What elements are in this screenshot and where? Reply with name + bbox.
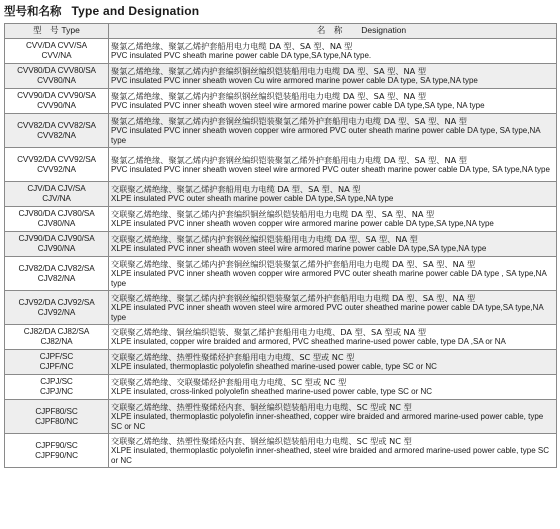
page-title bbox=[4, 3, 199, 19]
table-header-row bbox=[5, 24, 557, 39]
type-cell: CJV/DA CJV/SA CJV/NA bbox=[5, 182, 109, 207]
table-row bbox=[5, 64, 557, 89]
header-designation-zh: 名 称 bbox=[316, 26, 343, 36]
table-row bbox=[5, 434, 557, 468]
type-cell: CVV80/DA CVV80/SA CVV80/NA bbox=[5, 64, 109, 89]
type-cell: CJPF/SC CJPF/NC bbox=[5, 350, 109, 375]
table-row bbox=[5, 207, 557, 232]
table-row bbox=[5, 257, 557, 291]
designation-cell: 交联聚乙烯绝缘、聚氯乙烯内护套铜丝编织铠装聚氯乙烯外护套船用电力电缆 DA 型、SA 型、NA 型 XLPE insulated PVC inner sheath woven copper wire armored PVC outer sheath marine power cable DA type , SA type,NA type bbox=[109, 257, 557, 291]
table-row bbox=[5, 114, 557, 148]
type-cell: CJV80/DA CJV80/SA CJV80/NA bbox=[5, 207, 109, 232]
designation-cell: 聚氯乙烯绝缘、聚氯乙烯内护套编织钢丝编织铠装船用电力电缆 DA 型、SA 型、NA 型 PVC insulated PVC inner sheath woven steel wire armored marine power cable DA type,SA type, NA type bbox=[109, 89, 557, 114]
table-row bbox=[5, 291, 557, 325]
table-row bbox=[5, 325, 557, 350]
type-cell: CJV90/DA CJV90/SA CJV90/NA bbox=[5, 232, 109, 257]
designation-cell: 聚氯乙烯绝缘、聚氯乙烯内护套编织铜丝编织铠装船用电力电缆 DA 型、SA 型、NA 型 PVC insulated PVC inner sheath woven Cu wire armored marine power cable DA type, SA type,NA type bbox=[109, 64, 557, 89]
type-cell: CVV82/DA CVV82/SA CVV82/NA bbox=[5, 114, 109, 148]
designation-cell: 交联聚乙烯绝缘、聚氯乙烯内护套钢丝编织铠装聚氯乙烯外护套船用电力电缆 DA 型、SA 型、NA 型 XLPE insulated PVC inner sheath woven steel wire armored PVC outer sheathed marine power cable DA type,SA type,NA type bbox=[109, 291, 557, 325]
type-cell: CJV92/DA CJV92/SA CJV92/NA bbox=[5, 291, 109, 325]
type-cell: CVV90/DA CVV90/SA CVV90/NA bbox=[5, 89, 109, 114]
title-zh: 型号和名称 bbox=[4, 4, 62, 18]
table-row bbox=[5, 350, 557, 375]
header-type bbox=[5, 24, 109, 39]
type-cell: CVV92/DA CVV92/SA CVV92/NA bbox=[5, 148, 109, 182]
designation-cell: 交联聚乙烯绝缘、交联聚烯烃护套船用电力电缆、SC 型或 NC 型 XLPE insulated, cross-linked polyolefin sheathed marine-used power cable, type SC or NC bbox=[109, 375, 557, 400]
title-en: Type and Designation bbox=[71, 4, 200, 18]
table-row bbox=[5, 148, 557, 182]
type-cell: CVV/DA CVV/SA CVV/NA bbox=[5, 39, 109, 64]
type-cell: CJPF80/SC CJPF80/NC bbox=[5, 400, 109, 434]
type-cell: CJ82/DA CJ82/SA CJ82/NA bbox=[5, 325, 109, 350]
designation-cell: 聚氯乙烯绝缘、聚氯乙烯护套船用电力电缆 DA 型、SA 型、NA 型 PVC insulated PVC sheath marine power cable DA type,SA type,NA type. bbox=[109, 39, 557, 64]
designation-cell: 交联聚乙烯绝缘、聚氯乙烯内护套钢丝编织铠装船用电力电缆 DA 型、SA 型、NA 型 XLPE insulated PVC inner sheath woven steel wire armored marine power cable DA type,SA type,NA type bbox=[109, 232, 557, 257]
table-row bbox=[5, 89, 557, 114]
type-cell: CJV82/DA CJV82/SA CJV82/NA bbox=[5, 257, 109, 291]
header-designation-en: Designation bbox=[361, 25, 407, 35]
table-row bbox=[5, 39, 557, 64]
table-row bbox=[5, 232, 557, 257]
table-row bbox=[5, 182, 557, 207]
designation-cell: 聚氯乙烯绝缘、聚氯乙烯内护套铜丝编织铠装聚氯乙烯外护套船用电力电缆 DA 型、SA 型、NA 型 PVC insulated PVC inner sheath woven copper wire armored PVC outer sheath marine power cable DA type, SA type,NA type bbox=[109, 114, 557, 148]
type-designation-table bbox=[4, 23, 557, 468]
header-designation bbox=[109, 24, 557, 39]
designation-cell: 交联聚乙烯绝缘、铜丝编织铠装、聚氯乙烯护套船用电力电缆、DA 型、SA 型或 NA 型 XLPE insulated, copper wire braided and armored, PVC sheathed marine-used power cable, type DA ,SA or NA bbox=[109, 325, 557, 350]
designation-cell: 交联聚乙烯绝缘、聚氯乙烯护套船用电力电缆 DA 型、SA 型、NA 型 XLPE insulated PVC outer sheath marine power cable DA type,SA type,NA type bbox=[109, 182, 557, 207]
designation-cell: 交联聚乙烯绝缘、热塑性聚烯烃护套船用电力电缆、SC 型或 NC 型 XLPE insulated, thermoplastic polyolefin sheathed marine-used power cable, type SC or NC bbox=[109, 350, 557, 375]
table-row bbox=[5, 375, 557, 400]
header-type-zh: 型 号 bbox=[33, 26, 59, 36]
designation-cell: 聚氯乙烯绝缘、聚氯乙烯内护套钢丝编织铠装聚氯乙烯外护套船用电力电缆 DA 型、SA 型、NA 型 PVC insulated PVC inner sheath woven steel wire armored PVC outer sheath marine power cable DA type, SA type,NA type bbox=[109, 148, 557, 182]
designation-cell: 交联聚乙烯绝缘、热塑性聚烯烃内套、铜丝编织铠装船用电力电缆、SC 型或 NC 型 XLPE insulated, thermoplastic polyolefin inner-sheathed, copper wire braided and armored marine-used power cable, type SC or NC bbox=[109, 400, 557, 434]
type-cell: CJPJ/SC CJPJ/NC bbox=[5, 375, 109, 400]
designation-cell: 交联聚乙烯绝缘、聚氯乙烯内护套编织铜丝编织铠装船用电力电缆 DA 型、SA 型、NA 型 XLPE insulated PVC inner sheath woven copper wire armored marine power cable DA type,SA type,NA type bbox=[109, 207, 557, 232]
table-row bbox=[5, 400, 557, 434]
header-type-en: Type bbox=[61, 25, 80, 35]
type-cell: CJPF90/SC CJPF90/NC bbox=[5, 434, 109, 468]
designation-cell: 交联聚乙烯绝缘、热塑性聚烯烃内套、钢丝编织铠装船用电力电缆、SC 型或 NC 型 XLPE insulated, thermoplastic polyolefin inner-sheathed, steel wire braided and armored marine-used power cable, type SC or NC bbox=[109, 434, 557, 468]
